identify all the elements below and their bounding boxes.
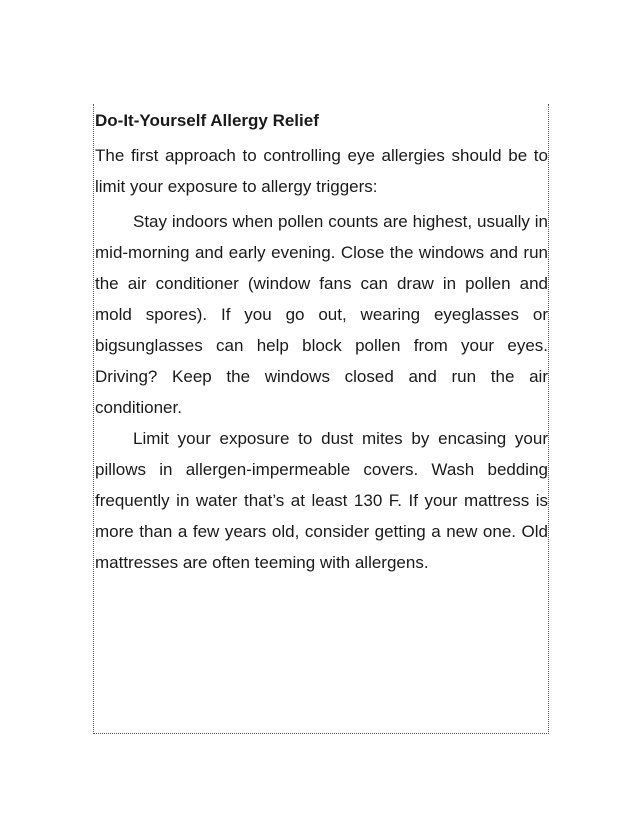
intro-paragraph: The first approach to controlling eye allergies should be to limit your exposure to allergy triggers: — [95, 146, 548, 196]
text-frame — [93, 104, 549, 734]
dust-mites-paragraph: Limit your exposure to dust mites by encasing your pillows in allergen-impermeable covers. Wash bedding frequently in water that’s at least 130 F. If your mattress is more than a few years old, consider getting a new one. Old mattresses are often teeming with allergens. — [95, 429, 548, 572]
document-body — [94, 110, 548, 578]
document-heading: Do-It-Yourself Allergy Relief — [95, 111, 319, 130]
pollen-paragraph: Stay indoors when pollen counts are highest, usually in mid-morning and early evening. Close the windows and run the air conditioner (window fans can draw in pollen and mold spores). If you go out, wearing eyeglasses or bigsunglasses can help block pollen from your eyes. Driving? Keep the windows closed and run the air conditioner. — [95, 212, 548, 417]
